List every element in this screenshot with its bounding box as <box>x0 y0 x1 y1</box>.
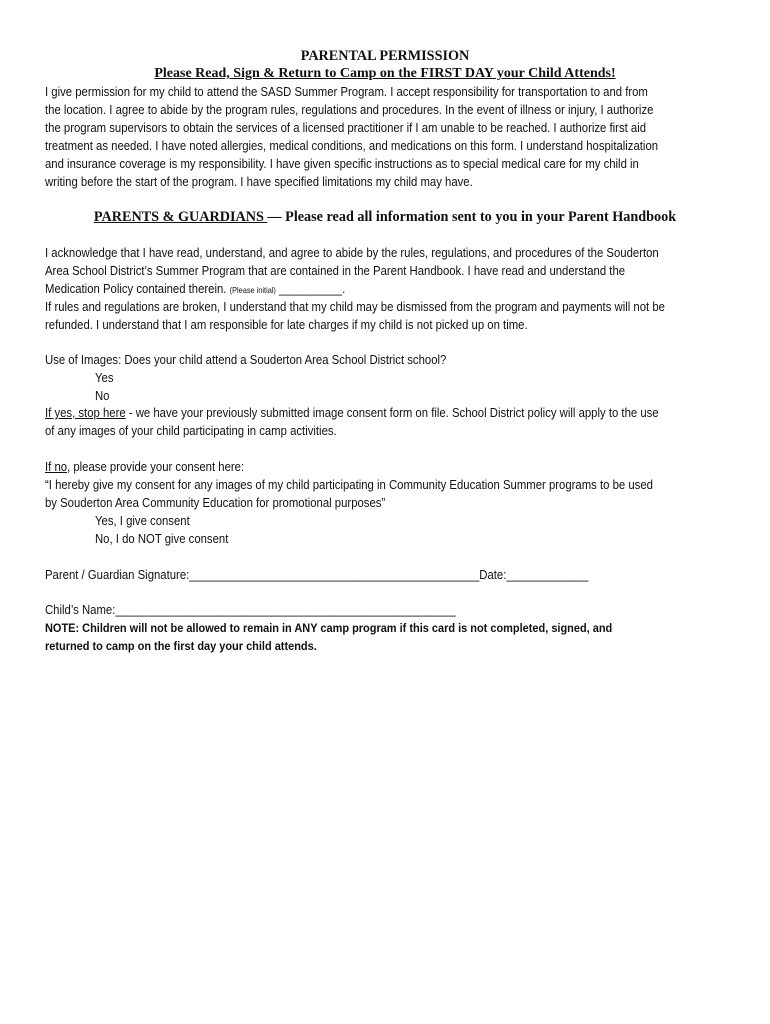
medication-policy-line <box>45 280 345 300</box>
parent-signature-date-field[interactable]: Parent / Guardian Signature:______________________________________________Date:_____________ <box>45 568 589 582</box>
form-title: PARENTAL PERMISSION <box>300 48 470 64</box>
intro-line-5: and insurance coverage is my responsibility. I have given specific instructions as to special medical care for my child in <box>45 157 639 171</box>
intro-line-6: writing before the start of the program. I have specified limitations my child may have. <box>45 175 473 189</box>
if-yes-label: If yes, stop here <box>45 406 126 420</box>
if-no-label: If no <box>45 460 68 474</box>
consent-line-2: by Souderton Area Community Education for promotional purposes” <box>45 496 386 510</box>
images-no-option[interactable]: No <box>95 389 110 403</box>
images-yes-option[interactable]: Yes <box>95 371 114 385</box>
consent-no-option[interactable]: No, I do NOT give consent <box>95 532 229 546</box>
intro-line-4: treatment as needed. I have noted allergies, medical conditions, and medications on this form. I understand hospitalization <box>45 139 659 153</box>
note-line-1: NOTE: Children will not be allowed to remain in ANY camp program if this card is not completed, signed, and <box>45 621 613 635</box>
intro-line-2: the location. I agree to abide by the program rules, regulations and procedures. In the event of illness or injury, I authorize <box>45 103 654 117</box>
images-question: Use of Images: Does your child attend a Souderton Area School District school? <box>45 353 447 367</box>
if-yes-line <box>45 404 659 422</box>
if-no-line <box>45 458 244 476</box>
if-no-text: , please provide your consent here: <box>67 460 245 474</box>
medication-initial-field[interactable]: __________. <box>279 282 346 296</box>
parents-guardians-label: PARENTS & GUARDIANS <box>93 209 268 225</box>
parents-guardians-instruction: — Please read all information sent to you in your Parent Handbook <box>267 209 677 225</box>
rules-line-1: If rules and regulations are broken, I understand that my child may be dismissed from the program and payments will not be <box>45 300 665 314</box>
acknowledge-line-2: Area School District’s Summer Program that are contained in the Parent Handbook. I have read and understand the <box>45 264 626 278</box>
intro-line-1: I give permission for my child to attend the SASD Summer Program. I accept responsibility for transportation to and from <box>45 85 648 99</box>
form-subtitle: Please Read, Sign & Return to Camp on the FIRST DAY your Child Attends! <box>154 66 616 81</box>
consent-line-1: “I hereby give my consent for any images of my child participating in Community Education Summer programs to be used <box>45 478 653 492</box>
acknowledge-line-1: I acknowledge that I have read, understand, and agree to abide by the rules, regulations, and procedures of the Souderton <box>45 246 659 260</box>
medication-initial-note: (Please initial) <box>229 286 276 295</box>
consent-yes-option[interactable]: Yes, I give consent <box>95 514 190 528</box>
intro-line-3: the program supervisors to obtain the services of a licensed practitioner if I am unable to be reached. I authorize first aid <box>45 121 647 135</box>
note-line-2: returned to camp on the first day your child attends. <box>45 639 317 653</box>
child-name-field[interactable]: Child’s Name:______________________________________________________ <box>45 603 456 617</box>
if-yes-text: - we have your previously submitted image consent form on file. School District policy will apply to the use <box>125 406 659 420</box>
parents-guardians-heading <box>0 208 770 226</box>
rules-line-2: refunded. I understand that I am responsible for late charges if my child is not picked up on time. <box>45 318 528 332</box>
medication-policy-text: Medication Policy contained therein. <box>45 282 227 296</box>
if-yes-line-2: of any images of your child participating in camp activities. <box>45 424 337 438</box>
